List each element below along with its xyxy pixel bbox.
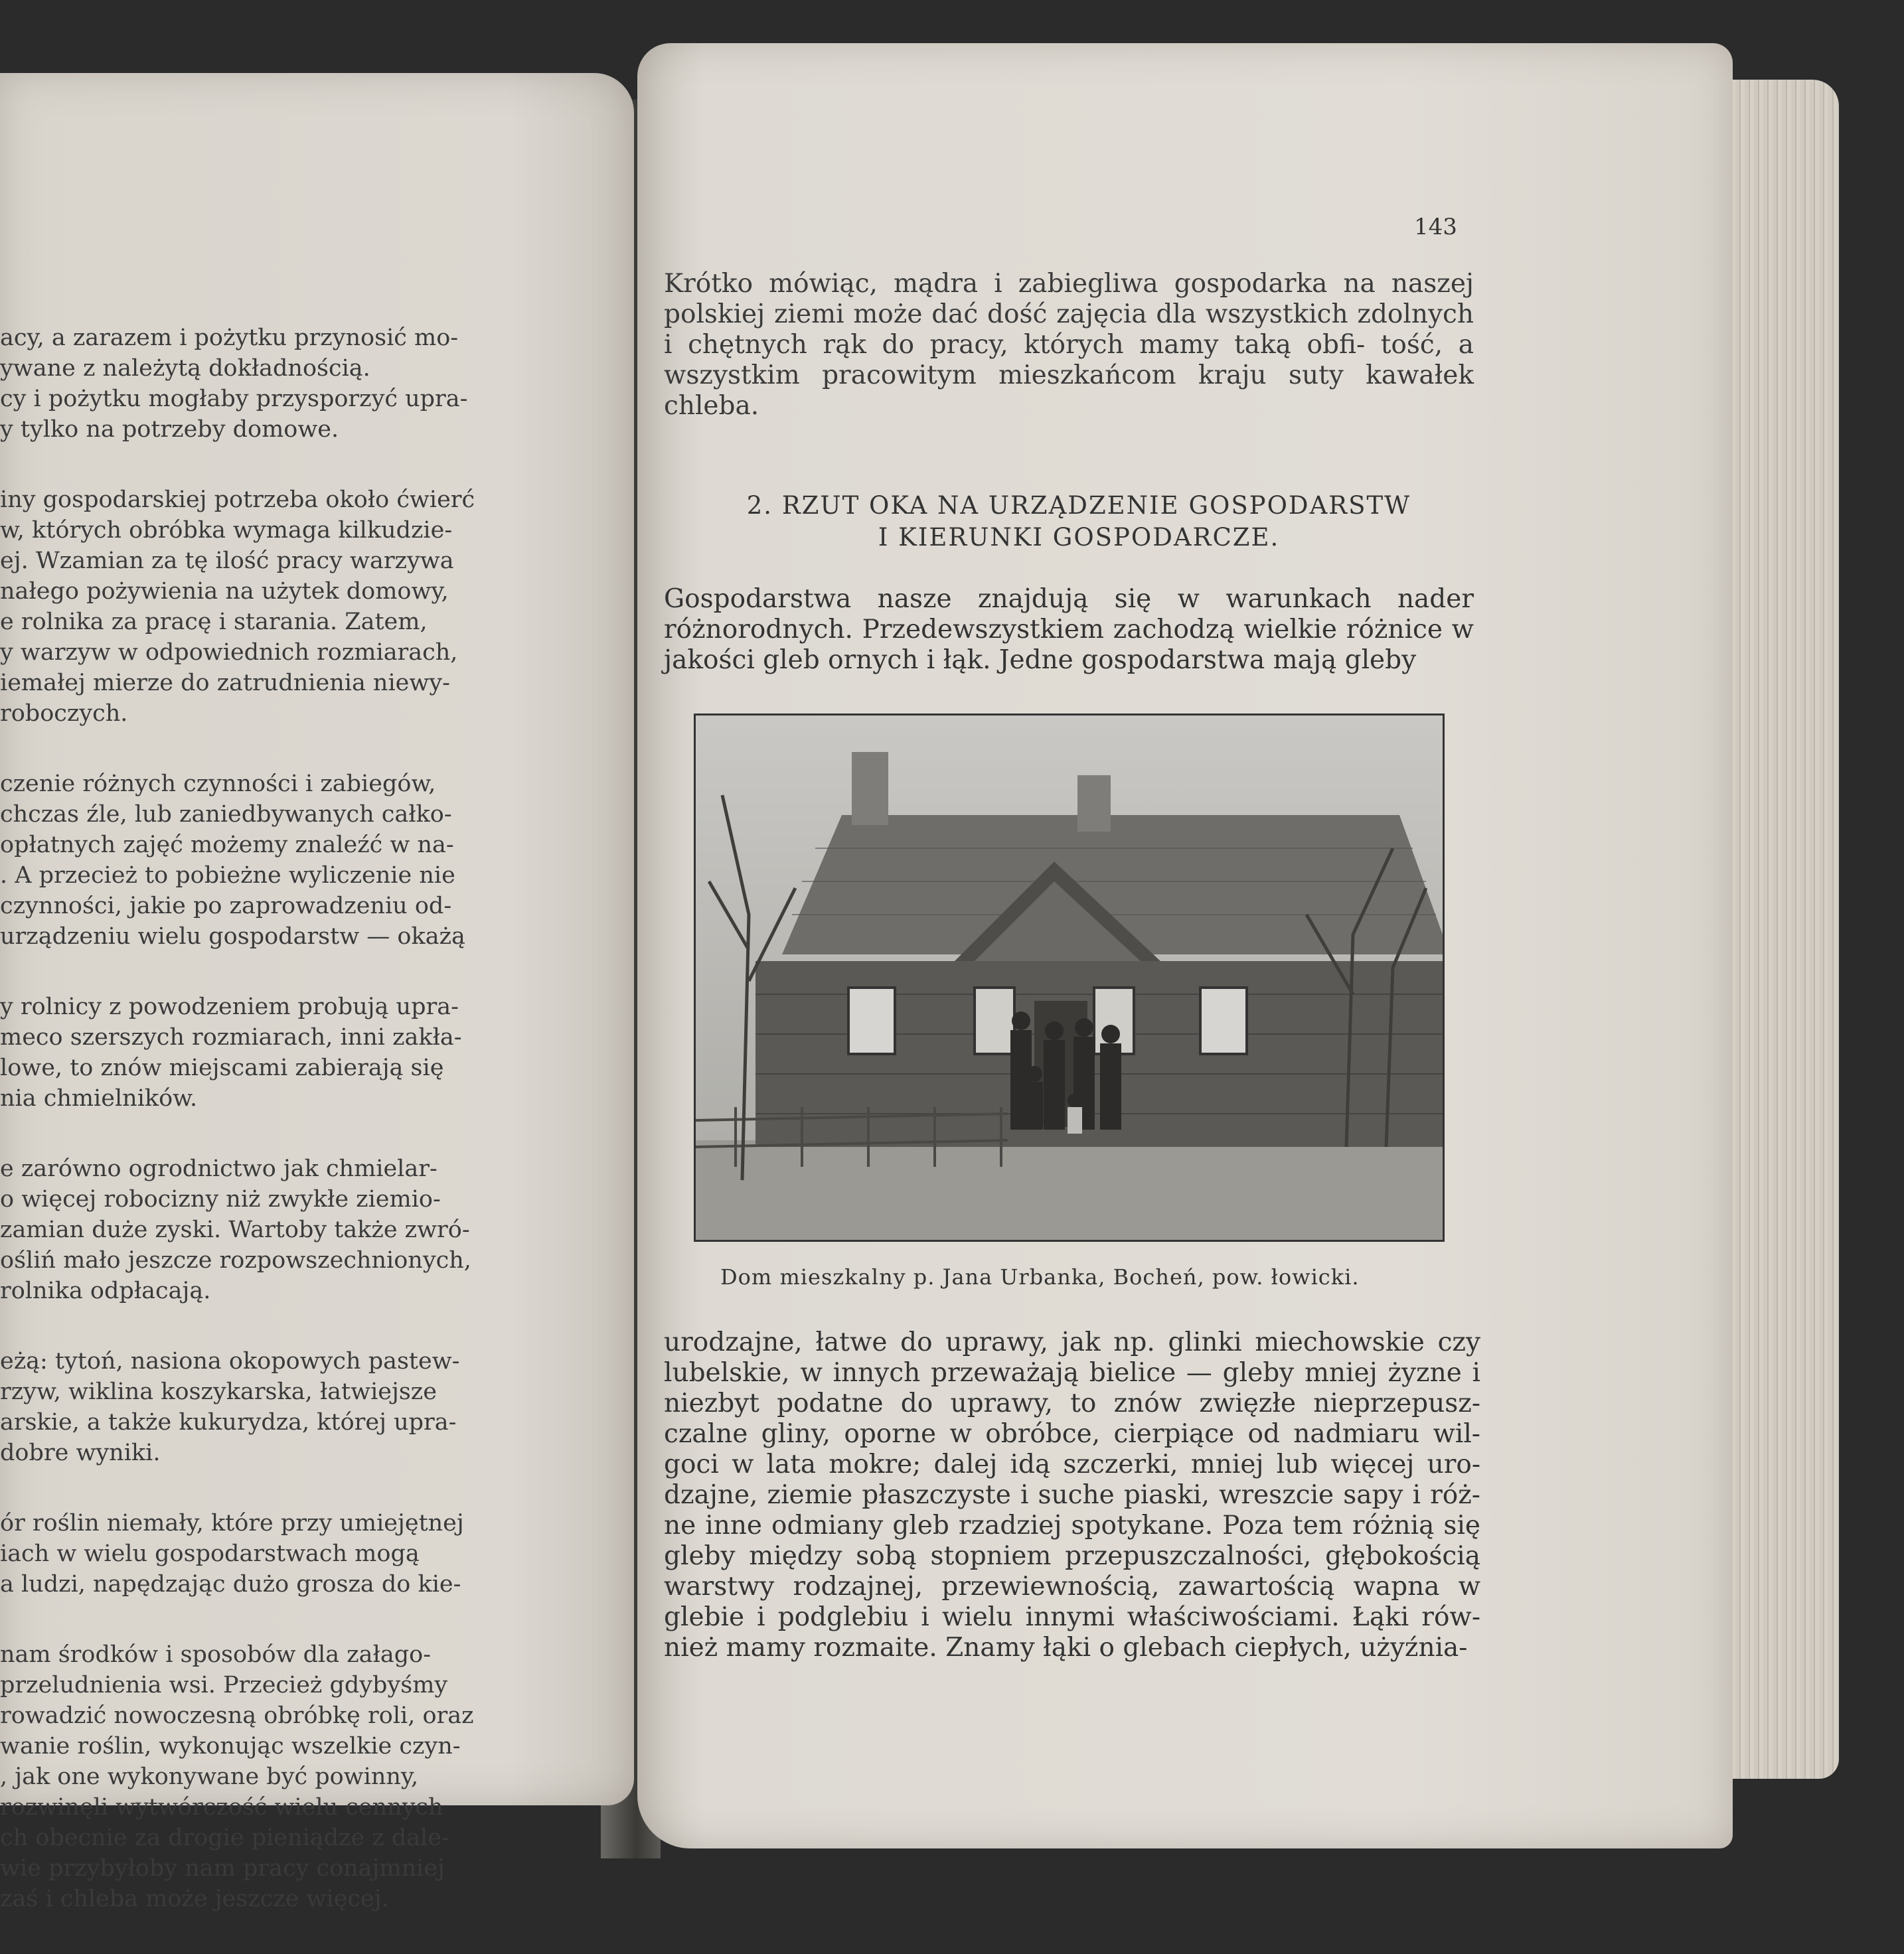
left-page-text (0, 292, 524, 1954)
intro-paragraph: Krótko mówiąc, mądra i zabiegliwa gospodarka na naszej polskiej ziemi może dać dość zajęcia dla wszystkich zdolnych i chętnych rąk do pracy, których mamy taką obfi- tość, a wszystkim pracowitym mieszkańcom kraju suty kawałek chleba. (664, 269, 1474, 421)
house-photograph (694, 714, 1445, 1242)
left-paragraph: iny gospodarskiej potrzeba około ćwierć w, których obróbka wymaga kilkudzie- ej. Wzamian za tę ilość pracy warzywa nałego pożywienia na użytek domowy, e rolnika za pracę i starania. Zatem, y warzyw w odpowiednich rozmiarach, iemałej mierze do zatrudnienia niewy- roboczych. (0, 487, 475, 727)
left-paragraph: ór roślin niemały, które przy umiejętnej iach w wielu gospodarstwach mogą a ludzi, napędzając dużo grosza do kie- (0, 1510, 464, 1598)
left-paragraph: acy, a zarazem i pożytku przynosić mo- ywane z należytą dokładnością. cy i pożytku mogłaby przysporzyć upra- y tylko na potrzeby domowe. (0, 325, 468, 443)
house-photo-illustration (696, 715, 1443, 1240)
photo-caption: Dom mieszkalny p. Jana Urbanka, Bocheń, pow. łowicki. (720, 1264, 1360, 1290)
left-paragraph: nam środków i sposobów dla załago- przeludnienia wsi. Przecież gdybyśmy rowadzić nowoczesną obróbkę roli, oraz wanie roślin, wykonując wszelkie czyn- , jak one wykonywane być powinny, rozwinęli wytwórczość wielu cennych ch obecnie za drogie pieniądze z dale- wie przybyłoby nam pracy conajmniej zaś i chleba może jeszcze więcej. (0, 1641, 474, 1912)
left-paragraph: czenie różnych czynności i zabiegów, chczas źle, lub zaniedbywanych całko- opłatnych zajęć możemy znaleźć w na- . A przecież to pobieżne wyliczenie nie czynności, jakie po zaprowadzeniu od- urządzeniu wielu gospodarstw — okażą (0, 771, 465, 950)
body-paragraph-2: urodzajne, łatwe do uprawy, jak np. glinki miechowskie czy lubelskie, w innych przeważają bielice — gleby mniej żyzne i niezbyt podatne do uprawy, to znów zwięzłe nieprzepusz- czalne gliny, oporne w obróbce, cierpiące od nadmiaru wil- goci w lata mokre; dalej idą szczerki, mniej lub więcej uro- dzajne, ziemie płaszczyste i suche piaski, wreszcie sapy i róż- ne inne odmiany gleb rzadziej spotykane. Poza tem różnią się gleby między sobą stopniem przepuszczalności, głębokością warstwy rodzajnej, przewiewnością, zawartością wapna w glebie i podglebiu i wielu innymi właściwościami. Łąki rów- nież mamy rozmaite. Znamy łąki o glebach ciepłych, użyźnia- (664, 1327, 1480, 1663)
page-edges (1726, 80, 1839, 1779)
section-heading-line-2: I KIERUNKI GOSPODARCZE. (878, 523, 1280, 552)
section-heading (730, 490, 1427, 554)
left-paragraph: e zarówno ogrodnictwo jak chmielar- o więcej robocizny niż zwykłe ziemio- zamian duże zyski. Wartoby także zwró- ośliń mało jeszcze rozpowszechnionych, rolnika odpłacają. (0, 1156, 471, 1304)
page-number: 143 (1414, 214, 1457, 240)
body-paragraph-1: Gospodarstwa nasze znajdują się w warunkach nader różnorodnych. Przedewszystkiem zachodzą wielkie różnice w jakości gleb ornych i łąk. Jedne gospodarstwa mają gleby (664, 584, 1474, 675)
left-paragraph: eżą: tytoń, nasiona okopowych pastew- rzyw, wiklina koszykarska, łatwiejsze arskie, a także kukurydza, której upra- dobre wyniki. (0, 1348, 460, 1466)
section-heading-line-1: 2. RZUT OKA NA URZĄDZENIE GOSPODARSTW (746, 491, 1411, 520)
left-paragraph: y rolnicy z powodzeniem probują upra- meco szerszych rozmiarach, inni zakła- lowe, to znów miejscami zabierają się nia chmielników. (0, 994, 462, 1112)
left-page (0, 73, 634, 1912)
